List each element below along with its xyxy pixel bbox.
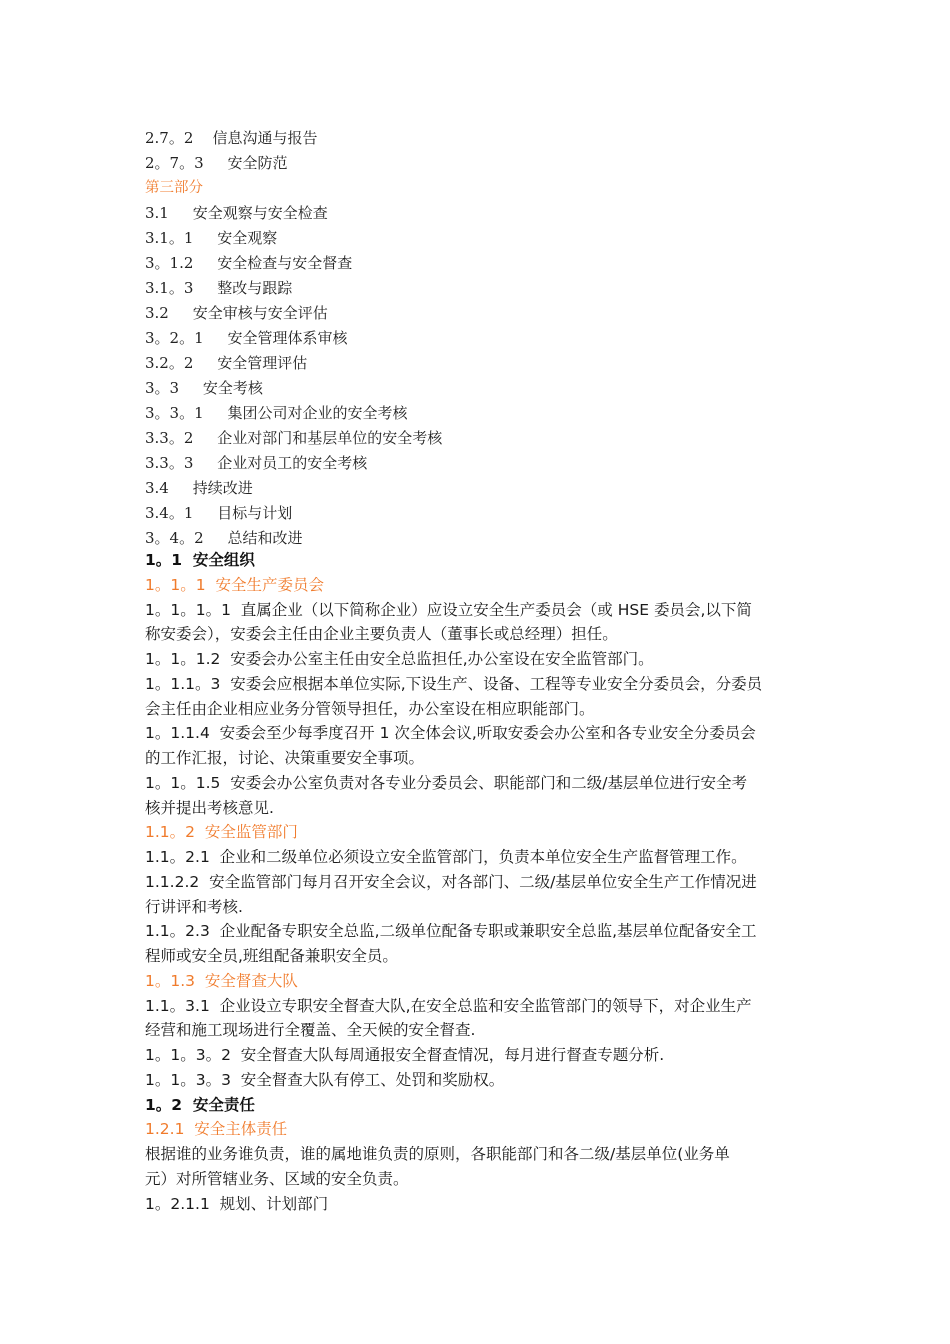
paragraph-line: 1.1。3.1 企业设立专职安全督查大队,在安全总监和安全监管部门的领导下，对企业生产: [145, 996, 752, 1015]
toc-entry: 3.1。1 安全观察: [145, 229, 278, 247]
paragraph-line: 1.1.2.2 安全监管部门每月召开安全会议，对各部门、二级/基层单位安全生产工作情况进: [145, 872, 757, 891]
paragraph-line: 1.1。2.3 企业配备专职安全总监,二级单位配备专职或兼职安全总监,基层单位配备安全工: [145, 922, 757, 941]
paragraph-line: 1。2.1.1 规划、计划部门: [145, 1194, 329, 1213]
toc-entry: 3.1。3 整改与跟踪: [145, 279, 293, 297]
document-body: [145, 548, 815, 1216]
toc-entry: 3.2。2 安全管理评估: [145, 354, 308, 372]
subsection-heading: 1。1.3 安全督查大队: [145, 971, 298, 990]
paragraph-line: 1.1。2.1 企业和二级单位必须设立安全监管部门，负责本单位安全生产监督管理工作。: [145, 848, 747, 866]
paragraph-line: 1。1。1.5 安委会办公室负责对各专业分委员会、职能部门和二级/基层单位进行安全考: [145, 773, 747, 792]
section-heading: 1。2 安全责任: [145, 1095, 255, 1114]
paragraph-line: 1。1。3。3 安全督查大队有停工、处罚和奖励权。: [145, 1070, 505, 1089]
toc-entry: 3。1.2 安全检查与安全督查: [145, 254, 353, 272]
toc-entry: 3.4 持续改进: [145, 479, 253, 497]
subsection-heading: 1。1。1 安全生产委员会: [145, 575, 324, 594]
toc-entry: 3.4。1 目标与计划: [145, 504, 293, 522]
paragraph-line: 1。1.1.4 安委会至少每季度召开 1 次全体会议,听取安委会办公室和各专业安全分委员会: [145, 724, 756, 743]
toc-part-heading: 第三部分: [145, 180, 203, 196]
paragraph-line: 程师或安全员,班组配备兼职安全员。: [145, 947, 398, 965]
paragraph-line: 会主任由企业相应业务分管领导担任，办公室设在相应职能部门。: [145, 699, 595, 718]
paragraph-line: 1。1。3。2 安全督查大队每周通报安全督查情况，每月进行督查专题分析.: [145, 1046, 665, 1064]
paragraph-line: 1。1.1。3 安委会应根据本单位实际,下设生产、设备、工程等专业安全分委员会，分委员: [145, 674, 763, 693]
paragraph-line: 称安委会），安委会主任由企业主要负责人（董事长或总经理）担任。: [145, 625, 618, 644]
toc-entry: 3。2。1 安全管理体系审核: [145, 329, 348, 347]
table-of-contents: [145, 126, 442, 551]
toc-entry: 3。3。1 集团公司对企业的安全考核: [145, 404, 408, 422]
paragraph-line: 经营和施工现场进行全覆盖、全天候的安全督查.: [145, 1021, 476, 1040]
paragraph-line: 行讲评和考核.: [145, 897, 243, 916]
paragraph-line: 的工作汇报，讨论、决策重要安全事项。: [145, 749, 425, 767]
subsection-heading: 1.2.1 安全主体责任: [145, 1120, 288, 1139]
paragraph-line: 元）对所管辖业务、区域的安全负责。: [145, 1169, 409, 1188]
toc-entry: 2.7。2 信息沟通与报告: [145, 129, 318, 147]
toc-entry: 3.3。3 企业对员工的安全考核: [145, 454, 368, 472]
toc-entry: 3.1 安全观察与安全检查: [145, 204, 328, 222]
paragraph-line: 根据谁的业务谁负责，谁的属地谁负责的原则，各职能部门和各二级/基层单位(业务单: [145, 1145, 730, 1163]
toc-entry: 3。3 安全考核: [145, 379, 263, 397]
toc-entry: 3.3。2 企业对部门和基层单位的安全考核: [145, 429, 443, 447]
section-heading: 1。1 安全组织: [145, 551, 255, 569]
paragraph-line: 1。1。1。1 直属企业（以下简称企业）应设立安全生产委员会（或 HSE 委员会,以下简: [145, 600, 752, 619]
paragraph-line: 1。1。1.2 安委会办公室主任由安全总监担任,办公室设在安全监管部门。: [145, 650, 654, 668]
toc-entry: 3。4。2 总结和改进: [145, 529, 303, 547]
toc-entry: 2。7。3 安全防范: [145, 154, 288, 172]
subsection-heading: 1.1。2 安全监管部门: [145, 823, 298, 842]
toc-entry: 3.2 安全审核与安全评估: [145, 304, 328, 322]
paragraph-line: 核并提出考核意见.: [145, 798, 274, 817]
